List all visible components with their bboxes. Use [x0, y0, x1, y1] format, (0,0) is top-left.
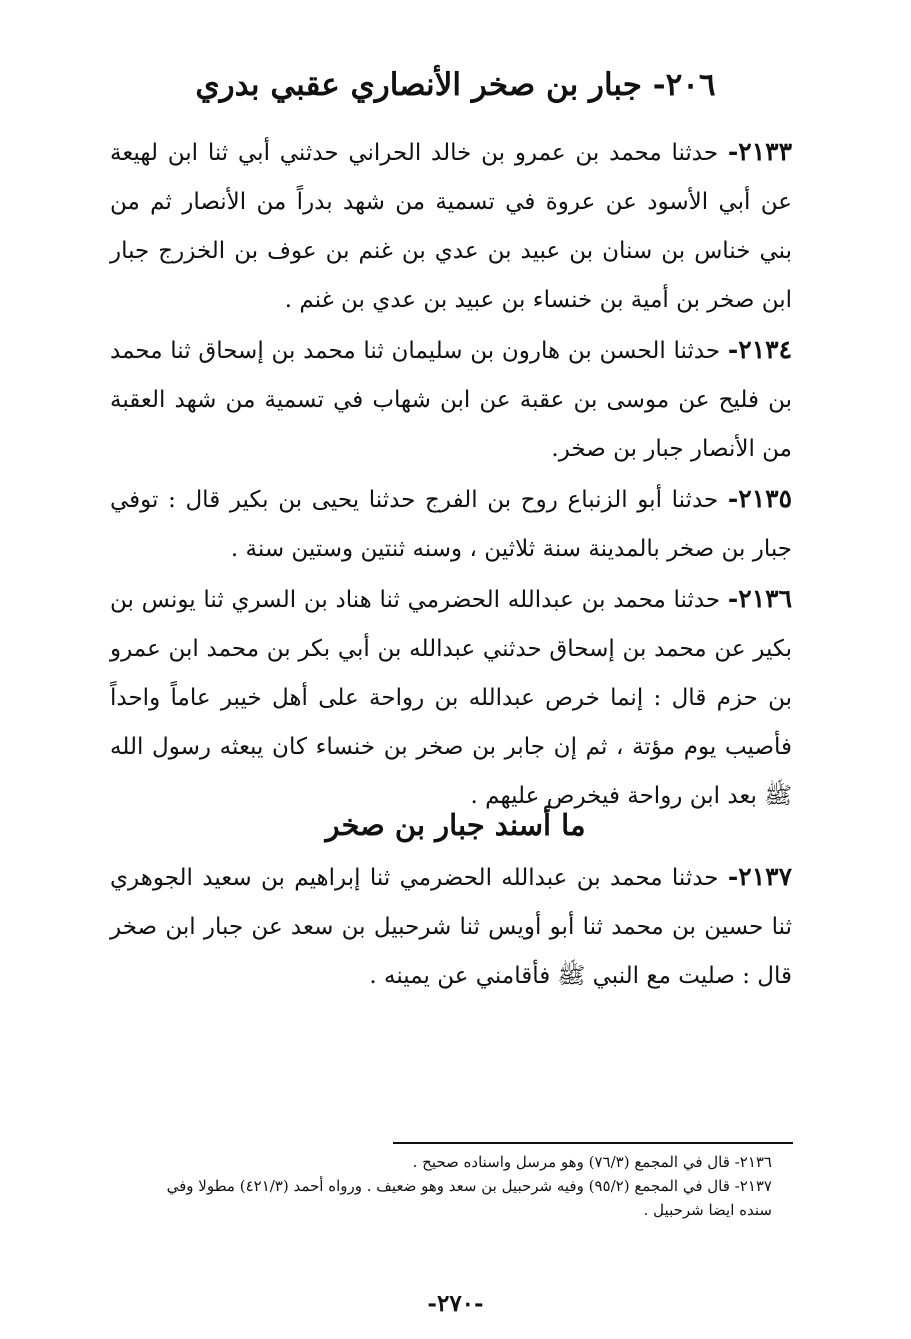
footnote-divider — [393, 1142, 793, 1144]
hadith-block-musnad — [110, 852, 792, 1001]
hadith-2137 — [110, 852, 792, 1001]
hadith-text: حدثنا الحسن بن هارون بن سليمان ثنا محمد بن إسحاق ثنا محمد بن فليح عن موسى بن عقبة عن ابن شهاب في تسمية من شهد العقبة من الأنصار جبار بن صخر. — [110, 338, 792, 462]
hadith-number: ٢١٣٣- — [727, 137, 792, 166]
hadith-text: حدثنا محمد بن عبدالله الحضرمي ثنا هناد بن السري ثنا يونس بن بكير عن محمد بن إسحاق حدثني عبدالله بن أبي بكر بن محمد ابن عمرو بن حزم قال : إنما خرص عبدالله بن رواحة على أهل خيبر عاماً واحداً فأصيب يوم مؤتة ، ثم إن جابر بن صخر بن خنساء كان يبعثه رسول الله ﷺ بعد ابن رواحة فيخرص عليهم . — [110, 587, 792, 809]
page-number: -٢٧٠- — [427, 1290, 484, 1317]
hadith-text: حدثنا محمد بن عبدالله الحضرمي ثنا إبراهيم بن سعيد الجوهري ثنا حسين بن محمد ثنا أبو أويس ثنا شرحبيل بن سعد عن جبار ابن صخر قال : صليت مع النبي ﷺ فأقامني عن يمينه . — [110, 865, 792, 989]
footnotes — [140, 1150, 772, 1222]
subsection-title: ما أسند جبار بن صخر — [325, 808, 586, 842]
hadith-2134 — [110, 325, 792, 474]
hadith-text: حدثنا محمد بن عمرو بن خالد الحراني حدثني أبي ثنا ابن لهيعة عن أبي الأسود عن عروة في تسمية من شهد بدراً من الأنصار ثم من بني خناس بن سنان بن عبيد بن عدي بن غنم بن عوف بن الخزرج جبار ابن صخر بن أمية بن خنساء بن عبيد بن عدي بن غنم . — [110, 140, 792, 313]
hadith-2133 — [110, 127, 792, 325]
hadith-block-main — [110, 127, 792, 821]
section-title: ٢٠٦- جبار بن صخر الأنصاري عقبي بدري — [195, 67, 716, 103]
footnote-2136: ٢١٣٦- قال في المجمع (٧٦/٣) وهو مرسل واسناده صحيح . — [412, 1153, 772, 1171]
footnote-2137: ٢١٣٧- قال في المجمع (٩٥/٢) وفيه شرحبيل بن سعد وهو ضعيف . ورواه أحمد (٤٢١/٣) مطولا وفي سنده ايضا شرحبيل . — [166, 1177, 772, 1219]
hadith-text: حدثنا أبو الزنباع روح بن الفرج حدثنا يحيى بن بكير قال : توفي جبار بن صخر بالمدينة سنة ثلاثين ، وسنه ثنتين وستين سنة . — [110, 487, 792, 562]
hadith-2135 — [110, 474, 792, 574]
hadith-number: ٢١٣٤- — [727, 335, 792, 364]
hadith-number: ٢١٣٦- — [727, 584, 792, 613]
hadith-2136 — [110, 574, 792, 821]
hadith-number: ٢١٣٧- — [727, 862, 792, 891]
hadith-number: ٢١٣٥- — [727, 484, 792, 513]
